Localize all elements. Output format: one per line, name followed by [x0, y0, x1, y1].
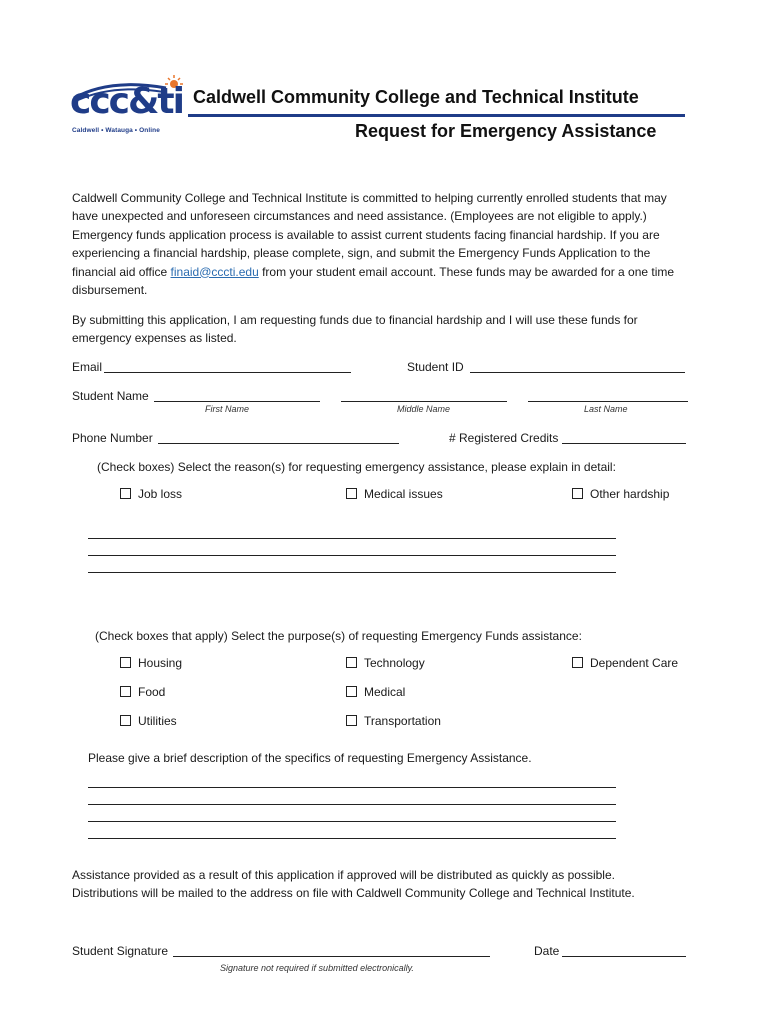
first-name-caption: First Name [205, 404, 250, 414]
signature-note: Signature not required if submitted electronically. [220, 963, 414, 973]
purposes-prompt: (Check boxes that apply) Select the purpose(s) of requesting Emergency Funds assistance: [95, 629, 582, 643]
student-id-field[interactable] [470, 372, 685, 373]
checkbox-housing[interactable]: Housing [120, 656, 182, 670]
checkbox-icon[interactable] [346, 715, 357, 726]
checkbox-food[interactable]: Food [120, 685, 165, 699]
reason-detail-line[interactable] [88, 555, 616, 556]
statement-paragraph: By submitting this application, I am requesting funds due to financial hardship and I will use these funds for emergency expenses as listed. [72, 313, 638, 346]
reason-detail-line[interactable] [88, 572, 616, 573]
checkbox-icon[interactable] [120, 715, 131, 726]
checkbox-medical-issues[interactable]: Medical issues [346, 487, 443, 501]
last-name-caption: Last Name [584, 404, 628, 414]
reasons-prompt: (Check boxes) Select the reason(s) for requesting emergency assistance, please explain in detail: [97, 460, 616, 474]
checkbox-icon[interactable] [120, 488, 131, 499]
last-name-field[interactable] [528, 401, 688, 402]
email-field[interactable] [104, 372, 351, 373]
intro-text-end: from your student email account. These funds may be awarded for a one time disbursement. [72, 264, 675, 298]
checkbox-dependent-care[interactable]: Dependent Care [572, 656, 678, 670]
phone-field[interactable] [158, 443, 399, 444]
middle-name-caption: Middle Name [397, 404, 451, 414]
email-label: Email [72, 360, 103, 374]
closing-line-1: Assistance provided as a result of this application if approved will be distributed as quickly as possible. [72, 868, 615, 882]
checkbox-icon[interactable] [346, 488, 357, 499]
signature-field[interactable] [173, 956, 490, 957]
description-line[interactable] [88, 838, 616, 839]
checkbox-icon[interactable] [572, 657, 583, 668]
header-rule [188, 114, 685, 117]
closing-line-2: Distributions will be mailed to the address on file with Caldwell Community College and Technical Institute. [72, 886, 635, 900]
checkbox-icon[interactable] [120, 686, 131, 697]
checkbox-icon[interactable] [346, 686, 357, 697]
logo-tagline: Caldwell • Watauga • Online [72, 127, 160, 134]
description-line[interactable] [88, 821, 616, 822]
checkbox-icon[interactable] [120, 657, 131, 668]
checkbox-transportation[interactable]: Transportation [346, 714, 441, 728]
student-id-label: Student ID [407, 360, 464, 374]
description-line[interactable] [88, 787, 616, 788]
phone-label: Phone Number [72, 431, 153, 445]
intro-paragraph [72, 189, 687, 299]
checkbox-technology[interactable]: Technology [346, 656, 425, 670]
description-line[interactable] [88, 804, 616, 805]
intro-text: Caldwell Community College and Technical Institute is committed to helping currently enrolled students that may have unexpected and unforeseen circumstances and need assistance. (Employees are not eligible to apply.) Emergency funds application process is available to assist current students facing financial hardship. If you are experiencing a financial hardship, please complete, sign, and submit the Emergency Funds Application to the financial aid office [72, 191, 667, 279]
date-field[interactable] [562, 956, 686, 957]
credits-label: # Registered Credits [449, 431, 559, 445]
checkbox-other-hardship[interactable]: Other hardship [572, 487, 669, 501]
form-title: Request for Emergency Assistance [355, 121, 657, 141]
checkbox-job-loss[interactable]: Job loss [120, 487, 182, 501]
credits-field[interactable] [562, 443, 686, 444]
logo-wordmark: ccc&ti [70, 81, 183, 122]
signature-label: Student Signature [72, 944, 169, 958]
finaid-email-link[interactable]: finaid@cccti.edu [170, 264, 259, 279]
reason-detail-line[interactable] [88, 538, 616, 539]
description-prompt: Please give a brief description of the specifics of requesting Emergency Assistance. [88, 751, 532, 765]
middle-name-field[interactable] [341, 401, 507, 402]
first-name-field[interactable] [154, 401, 320, 402]
college-name: Caldwell Community College and Technical Institute [193, 87, 639, 107]
checkbox-medical[interactable]: Medical [346, 685, 405, 699]
checkbox-icon[interactable] [572, 488, 583, 499]
checkbox-icon[interactable] [346, 657, 357, 668]
date-label: Date [534, 944, 560, 958]
checkbox-utilities[interactable]: Utilities [120, 714, 177, 728]
student-name-label: Student Name [72, 389, 149, 403]
